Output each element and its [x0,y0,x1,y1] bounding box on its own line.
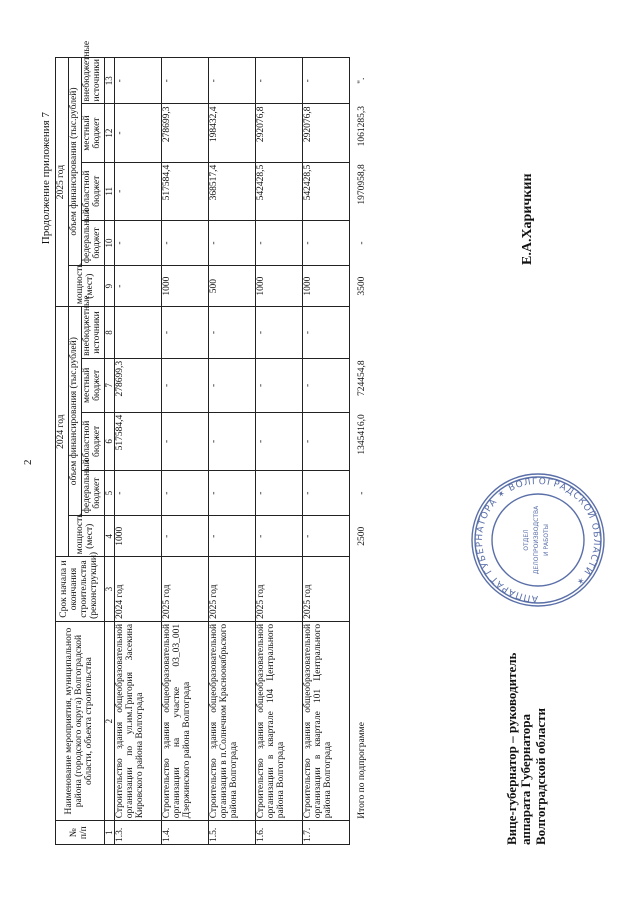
header-capacity-2024: мощность (мест) [68,516,104,557]
signer-title-line: аппарата Губернатора [518,713,534,845]
row-name: Строительство здания общеобразовательной организации в квартале 104 Центрального района Волгограда [256,621,303,820]
continuation-caption: Продолжение приложения 7 [40,112,52,245]
column-number: 1 [104,821,114,845]
federal-2025: - [209,220,256,265]
capacity-2025: 500 [209,266,256,307]
row-name: Строительство здания общеобразовательной организации по ул.им.Григория Засекина Кировского района Волгограда [115,621,162,820]
regional-2024: - [303,412,350,470]
column-number: 13 [104,58,114,104]
svg-text:И РАБОТЫ: И РАБОТЫ [543,524,550,556]
total-federal-2025: - [357,241,368,245]
row-number: 1.4. [162,821,209,845]
offbudget-2025: - [162,58,209,104]
offbudget-2024: - [209,307,256,359]
row-period: 2025 год [162,557,209,622]
local-2025: 198432,4 [209,104,256,162]
column-number: 6 [104,412,114,470]
svg-text:АППАРАТ ГУБЕРНАТОРА ✶ ВОЛГОГРА: АППАРАТ ГУБЕРНАТОРА ✶ ВОЛГОГРАДСКОЙ ОБЛАСТИ ✶ [474,476,602,604]
offbudget-2025: - [115,58,162,104]
offbudget-2024: - [256,307,303,359]
capacity-2024: - [303,516,350,557]
header-year-2025: 2025 год [56,58,69,307]
table-row [303,58,350,845]
capacity-2025: 1000 [303,266,350,307]
header-period: Срок начала и окончания строительства (реконструкции) [56,557,105,622]
federal-2025: - [256,220,303,265]
federal-2025: - [303,220,350,265]
svg-text:ОТДЕЛ: ОТДЕЛ [523,529,530,551]
column-number: 2 [104,621,114,820]
column-number: 9 [104,266,114,307]
offbudget-2024: - [303,307,350,359]
local-2025: 292076,8 [303,104,350,162]
local-2024: - [303,358,350,412]
signer-title-line: Вице-губернатор – руководитель [504,652,519,845]
row-number: 1.3. [115,821,162,845]
header-federal-2024: федеральный бюджет [81,471,104,516]
official-seal-icon [468,470,608,610]
row-number: 1.6. [256,821,303,845]
capacity-2025: 1000 [256,266,303,307]
table-row [256,58,303,845]
signer-name: Е.А.Харичкин [520,173,535,265]
row-period: 2025 год [209,557,256,622]
signature-block [505,653,548,845]
local-2024: 278699,3 [115,358,162,412]
total-capacity-2025: 3500 [357,276,368,296]
federal-2024: - [256,471,303,516]
table-row [115,58,162,845]
header-local-2025: местный бюджет [81,104,104,162]
table-row [162,58,209,845]
local-2025: 278699,3 [162,104,209,162]
regional-2025: 368517,4 [209,162,256,220]
regional-2024: - [162,412,209,470]
column-number-row [104,58,114,845]
signer-title-line: Волгоградской области [532,707,548,845]
column-number: 4 [104,516,114,557]
capacity-2024: 1000 [115,516,162,557]
column-number: 7 [104,358,114,412]
capacity-2025: 1000 [162,266,209,307]
regional-2024: - [209,412,256,470]
svg-text:ДЕЛОПРОИЗВОДСТВА: ДЕЛОПРОИЗВОДСТВА [533,505,540,575]
total-regional-2025: 1970958,8 [357,164,368,205]
table-row [209,58,256,845]
column-number: 11 [104,162,114,220]
header-local-2024: местный бюджет [81,358,104,412]
column-number: 5 [104,471,114,516]
offbudget-2025: - [303,58,350,104]
regional-2024: - [256,412,303,470]
capacity-2024: - [256,516,303,557]
header-financing-2025: объем финансирования (тыс.рублей) [68,58,81,266]
total-federal-2024: - [357,491,368,495]
local-2024: - [162,358,209,412]
federal-2024: - [115,471,162,516]
offbudget-2025: - [256,58,303,104]
construction-table [55,40,369,845]
federal-2025: - [162,220,209,265]
total-capacity-2024: 2500 [357,526,368,546]
header-offbudget-2025: внебюджетные источники [81,58,104,104]
column-number: 8 [104,307,114,359]
capacity-2024: - [162,516,209,557]
offbudget-2024: - [162,307,209,359]
regional-2025: 542428,5 [256,162,303,220]
header-capacity-2025: мощность (мест) [68,266,104,307]
header-no: № п/п [56,821,105,845]
total-offbudget-2025: ". [357,77,368,84]
federal-2024: - [303,471,350,516]
page-number: 2 [22,459,34,465]
federal-2024: - [162,471,209,516]
total-local-2025: 1061285,3 [357,105,368,147]
local-2024: - [256,358,303,412]
row-period: 2024 год [115,557,162,622]
header-offbudget-2024: внебюджетные источники [81,307,104,359]
row-period: 2025 год [303,557,350,622]
row-name: Строительство здания общеобразовательной организации в п.Солнечном Красноокябрьского района Волгограда [209,621,256,820]
total-local-2024: 724454,8 [357,360,368,397]
header-federal-2025: федеральный бюджет [81,220,104,265]
header-year-2024: 2024 год [56,307,69,557]
column-number: 3 [104,557,114,622]
capacity-2024: - [209,516,256,557]
column-number: 12 [104,104,114,162]
capacity-2025: - [115,266,162,307]
row-number: 1.7. [303,821,350,845]
row-name: Строительство здания общеобразовательной организации в квартале 101 Центрального района Волгограда [303,621,350,820]
federal-2024: - [209,471,256,516]
total-label: Итого по подпрограмме [357,722,368,819]
header-regional-2025: областной бюджет [81,162,104,220]
total-regional-2024: 1345416,0 [357,414,368,455]
row-number: 1.5. [209,821,256,845]
column-number: 10 [104,220,114,265]
header-regional-2024: областной бюджет [81,412,104,470]
offbudget-2025: - [209,58,256,104]
local-2025: 292076,8 [256,104,303,162]
regional-2024: 517584,4 [115,412,162,470]
federal-2025: - [115,220,162,265]
row-period: 2025 год [256,557,303,622]
regional-2025: 542428,5 [303,162,350,220]
local-2024: - [209,358,256,412]
row-name: Строительство здания общеобразовательной организации на участке 03_03_001 Дзержинского района Волгограда [162,621,209,820]
header-name: Наименование мероприятия, муниципального района (городского округа) Волгоградской области, объекта строительства [56,621,105,820]
total-row [350,58,369,845]
regional-2025: 517584,4 [162,162,209,220]
local-2025: - [115,104,162,162]
header-financing-2024: объем финансирования (тыс.рублей) [68,307,81,516]
regional-2025: - [115,162,162,220]
offbudget-2024 [115,307,162,359]
